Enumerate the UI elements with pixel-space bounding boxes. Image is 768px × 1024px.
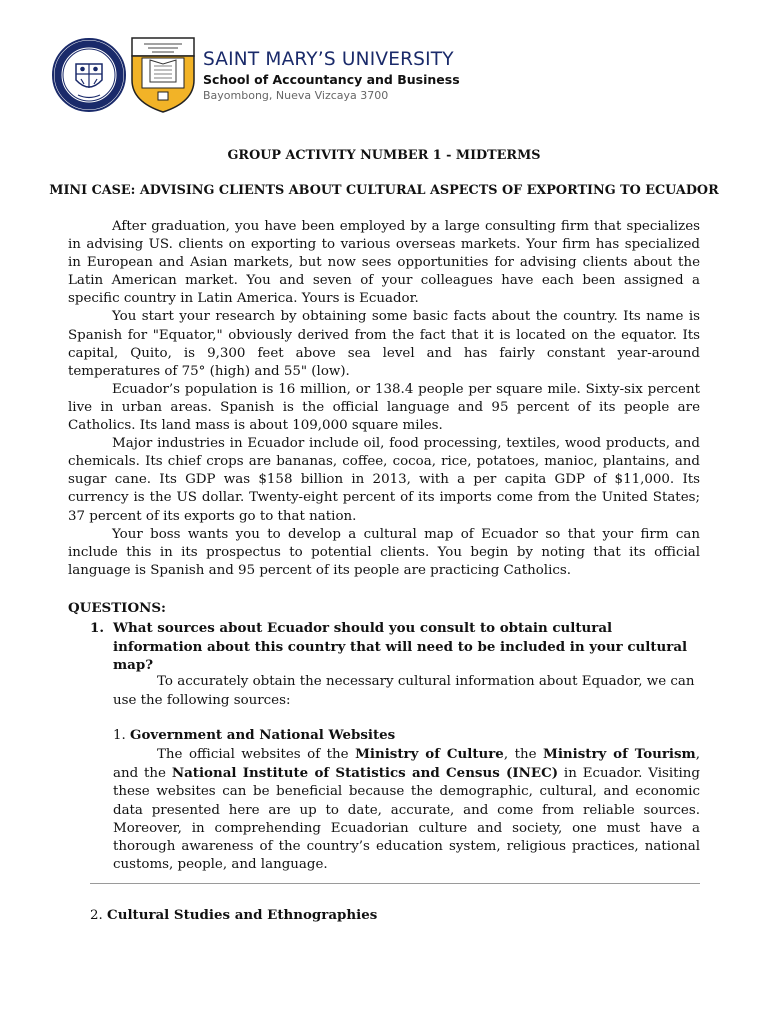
answer-intro-text: To accurately obtain the necessary cultural information about Equador, we can use the following sources:: [113, 674, 695, 708]
source-title: Government and National Websites: [130, 727, 396, 743]
source-2-heading: [90, 907, 377, 923]
question-1: [90, 619, 700, 675]
paragraph: You start your research by obtaining some basic facts about the country. Its name is Spanish for "Equator," obviously derived from the fact that it is located on the equator. Its capital, Quito, is 9,300 feet above sea level and has fairly constant year-around temperatures of 75° (high) and 55" (low).: [68, 309, 700, 379]
answer-intro: [113, 673, 700, 710]
source-1-heading: [113, 727, 395, 743]
case-title: MINI CASE: ADVISING CLIENTS ABOUT CULTURAL ASPECTS OF EXPORTING TO ECUADOR: [49, 183, 719, 198]
text-segment: in Ecuador. Visiting these websites can be beneficial because the demographic, cultural, and economic data presented here are up to date, accurate, and come from reliable sources. Moreover, in comprehending Ecuadorian culture and society, one must have a thorough awareness of the country’s education system, religious practices, national customs, people, and language.: [113, 766, 700, 873]
ministry-of-tourism: Ministry of Tourism: [543, 746, 696, 762]
school-address: Bayombong, Nueva Vizcaya 3700: [203, 89, 389, 102]
source-title: Cultural Studies and Ethnographies: [107, 907, 378, 923]
inec-name: National Institute of Statistics and Census (INEC): [171, 765, 559, 782]
paragraph: Your boss wants you to develop a cultural map of Ecuador so that your firm can include this in its prospectus to potential clients. You begin by noting that its official language is Spanish and 95 percent of its people are practicing Catholics.: [68, 526, 700, 578]
case-body: [68, 218, 700, 580]
paragraph: After graduation, you have been employed by a large consulting firm that specializes in advising US. clients on exporting to various overseas markets. Your firm has specialized in European and Asian markets, but now sees opportunities for advising clients about the Latin American market. You and seven of your colleagues have each been assigned a specific country in Latin America. Yours is Ecuador.: [68, 219, 700, 307]
source-1-text: [113, 745, 700, 874]
text-segment: The official websites of the: [157, 747, 356, 762]
source-number: 2.: [90, 908, 103, 923]
text-segment: , and the: [113, 747, 700, 782]
source-1-body: [113, 745, 700, 874]
university-seal-logo: [52, 38, 126, 112]
paragraph: Ecuador’s population is 16 million, or 138.4 people per square mile. Sixty-six percent live in urban areas. Spanish is the official language and 95 percent of its people are Catholics. Its land mass is about 109,000 square miles.: [68, 381, 700, 434]
ministry-of-culture: Ministry of Culture: [355, 746, 504, 762]
activity-title: GROUP ACTIVITY NUMBER 1 - MIDTERMS: [227, 148, 541, 163]
school-shield-logo: [130, 36, 196, 114]
university-name: SAINT MARY’S UNIVERSITY: [203, 49, 454, 70]
text-segment: , the: [503, 747, 543, 762]
page-divider: [90, 883, 700, 884]
paragraph: Major industries in Ecuador include oil, food processing, textiles, wood products, and chemicals. Its chief crops are bananas, coffee, cocoa, rice, potatoes, manioc, plantains, and sugar cane. Its GDP was $158 billion in 2013, with a per capita GDP of $11,000. Its currency is the US dollar. Twenty-eight percent of its imports come from the United States; 37 percent of its exports go to that nation.: [68, 436, 700, 524]
question-text: What sources about Ecuador should you consult to obtain cultural information about this country that will need to be included in your cultural map?: [113, 620, 688, 673]
question-number: 1.: [90, 620, 104, 636]
source-number: 1.: [113, 728, 126, 743]
school-name: School of Accountancy and Business: [203, 72, 460, 87]
questions-heading: QUESTIONS:: [68, 600, 166, 616]
